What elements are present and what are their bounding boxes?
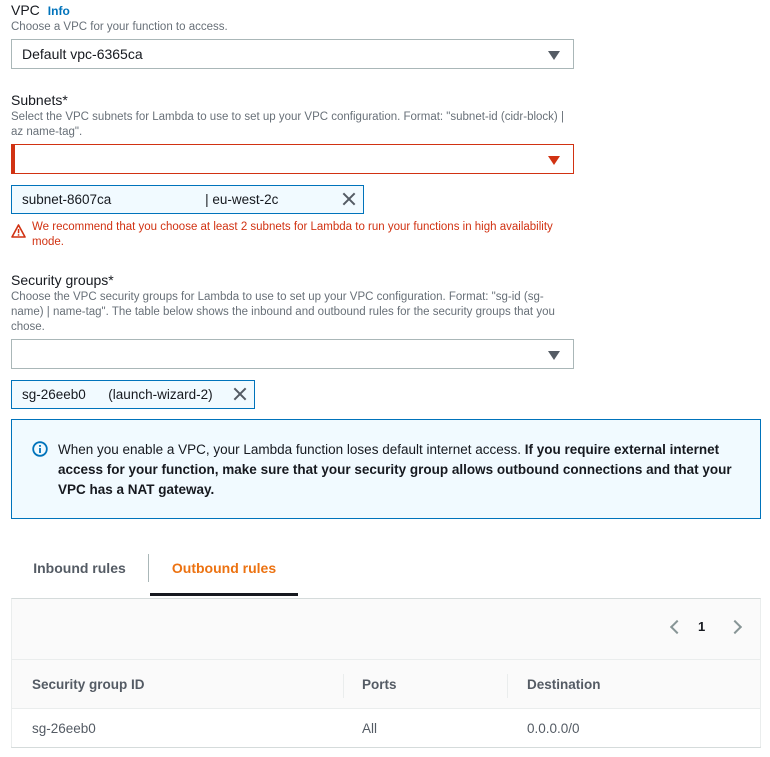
caret-down-icon xyxy=(548,156,560,165)
caret-down-icon xyxy=(548,351,560,360)
subnet-token xyxy=(11,185,364,214)
security-groups-label: Security groups* xyxy=(11,272,114,288)
security-group-token-text: sg-26eeb0 (launch-wizard-2) xyxy=(22,387,213,402)
column-header-security-group-id[interactable]: Security group ID xyxy=(32,677,145,692)
caret-down-icon xyxy=(548,51,560,60)
close-icon[interactable] xyxy=(340,190,358,208)
security-group-token xyxy=(11,380,255,409)
alert-text-bold: If you require external internet access for your function, make sure that your security group allows outbound connections and that your VPC has a NAT gateway. xyxy=(58,442,732,497)
tab-inbound-rules[interactable]: Inbound rules xyxy=(33,560,126,576)
security-groups-description: Choose the VPC security groups for Lambda to use to set up your VPC configuration. Format: "sg-id (sg-name) | name-tag". The table below shows the inbound and outbound rules for the security groups that you chose. xyxy=(11,291,555,333)
vpc-description: Choose a VPC for your function to access. xyxy=(11,21,228,33)
close-icon[interactable] xyxy=(231,385,249,403)
cell-ports: All xyxy=(362,721,378,736)
cell-destination: 0.0.0.0/0 xyxy=(527,721,580,736)
vpc-select[interactable] xyxy=(11,39,574,69)
vpc-label xyxy=(11,2,70,18)
page-number[interactable]: 1 xyxy=(698,619,706,634)
column-separator xyxy=(507,674,508,698)
subnets-description: Select the VPC subnets for Lambda to use to set up your VPC configuration. Format: "subnet-id (cidr-block) | az name-tag". xyxy=(11,111,564,138)
pagination xyxy=(672,619,742,639)
security-groups-select[interactable] xyxy=(11,339,574,369)
table-row xyxy=(12,709,760,747)
subnets-label: Subnets* xyxy=(11,92,68,108)
alert-text xyxy=(58,440,738,500)
info-icon xyxy=(32,441,48,457)
column-header-destination[interactable]: Destination xyxy=(527,677,601,692)
subnet-token-text: subnet-8607ca | eu-west-2c xyxy=(22,192,279,207)
vpc-select-value: Default vpc-6365ca xyxy=(22,46,143,62)
tab-outbound-rules[interactable]: Outbound rules xyxy=(150,546,298,596)
rules-table xyxy=(11,598,761,748)
table-toolbar xyxy=(12,599,760,659)
column-header-ports[interactable]: Ports xyxy=(362,677,397,692)
subnets-select[interactable] xyxy=(11,144,574,174)
vpc-label-text: VPC xyxy=(11,2,40,18)
subnet-warning-text: We recommend that you choose at least 2 subnets for Lambda to run your functions in high availability mode. xyxy=(32,221,553,248)
cell-security-group-id: sg-26eeb0 xyxy=(32,721,96,736)
chevron-right-icon[interactable] xyxy=(728,620,742,634)
column-separator xyxy=(343,674,344,698)
warning-icon xyxy=(11,224,26,238)
chevron-left-icon[interactable] xyxy=(670,620,684,634)
rules-tabs xyxy=(11,546,761,598)
vpc-internet-alert xyxy=(11,419,761,519)
alert-text-normal: When you enable a VPC, your Lambda function loses default internet access. xyxy=(58,442,525,457)
table-header xyxy=(12,659,760,709)
vpc-info-link[interactable]: Info xyxy=(47,4,70,18)
tab-divider xyxy=(148,554,149,582)
